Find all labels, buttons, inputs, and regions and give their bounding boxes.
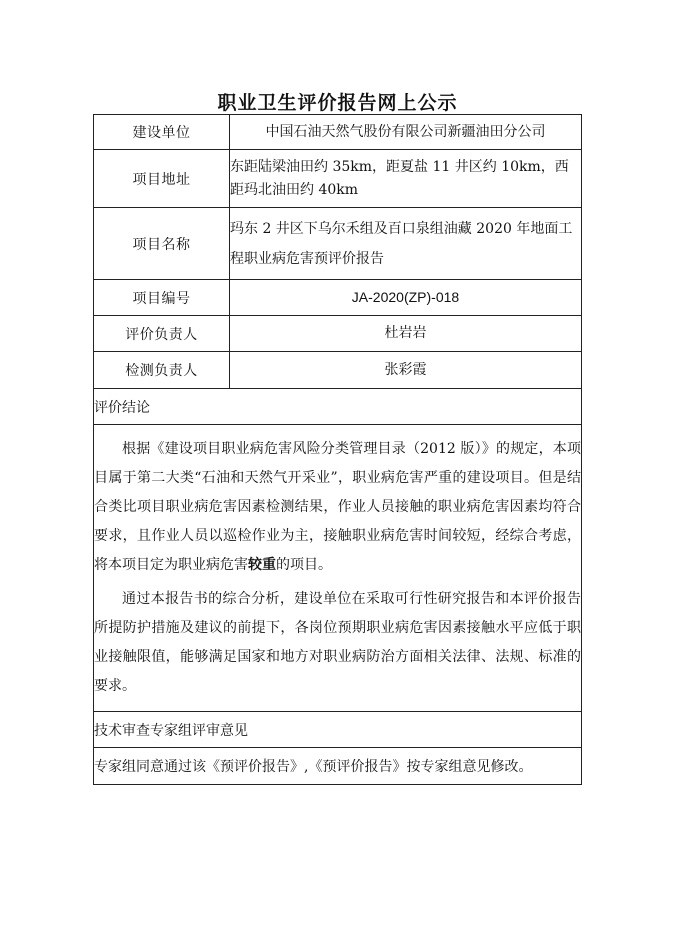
table-row [94, 712, 582, 748]
disclosure-table [93, 114, 582, 785]
address-label: 项目地址 [94, 150, 230, 208]
project-name-label: 项目名称 [94, 208, 230, 280]
builder-value: 中国石油天然气股份有限公司新疆油田分公司 [230, 115, 582, 150]
project-number-value: JA-2020(ZP)-018 [230, 280, 582, 316]
conclusion-paragraph-2: 通过本报告书的综合分析，建设单位在采取可行性研究报告和本评价报告所提防护措施及建议的前提下，各岗位预期职业病危害因素接触水平应低于职业接触限值，能够满足国家和地方对职业病防治方面相关法律、法规、标准的要求。 [94, 591, 581, 694]
evaluator-label: 评价负责人 [94, 316, 230, 352]
tester-label: 检测负责人 [94, 352, 230, 389]
tester-value: 张彩霞 [230, 352, 582, 389]
table-row [94, 208, 582, 280]
address-value: 东距陆梁油田约 35km，距夏盐 11 井区约 10km，西距玛北油田约 40km [230, 150, 582, 208]
conclusion-paragraph-1: 根据《建设项目职业病危害风险分类管理目录（2012 版）》的规定，本项目属于第二大类“石油和天然气开采业”，职业病危害严重的建设项目。但是结合类比项目职业病危害因素检测结果，作业人员接触的职业病危害因素均符合要求，且作业人员以巡检作业为主，接触职业病危害时间较短，经综合考虑，将本项目定为职业病危害较重的项目。 [94, 441, 581, 573]
table-row [94, 352, 582, 389]
table-row [94, 316, 582, 352]
conclusion-heading: 评价结论 [94, 389, 582, 425]
table-row [94, 115, 582, 150]
review-text: 专家组同意通过该《预评价报告》,《预评价报告》按专家组意见修改。 [94, 748, 582, 785]
page-title: 职业卫生评价报告网上公示 [217, 92, 458, 114]
conclusion-body [94, 425, 582, 712]
project-number-label: 项目编号 [94, 280, 230, 316]
evaluator-value: 杜岩岩 [230, 316, 582, 352]
table-row [94, 150, 582, 208]
project-name-value: 玛东 2 井区下乌尔禾组及百口泉组油藏 2020 年地面工程职业病危害预评价报告 [230, 208, 582, 280]
table-row [94, 748, 582, 785]
builder-label: 建设单位 [94, 115, 230, 150]
table-row [94, 389, 582, 425]
table-row [94, 280, 582, 316]
review-heading: 技术审查专家组评审意见 [94, 712, 582, 748]
table-row [94, 425, 582, 712]
risk-level-emphasis: 较重 [248, 557, 276, 573]
